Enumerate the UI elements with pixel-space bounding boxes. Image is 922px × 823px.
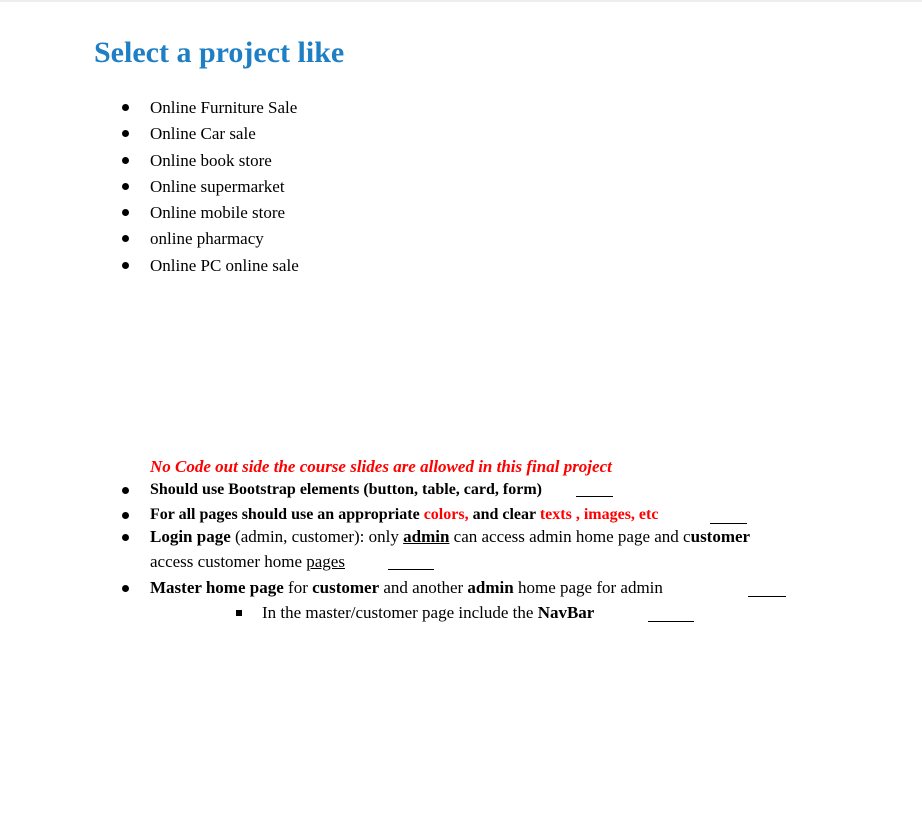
requirement-text: Master home page for customer and another admin home page for admin: [150, 578, 663, 597]
bullet-icon: [122, 104, 129, 111]
requirement-bootstrap: [0, 479, 922, 501]
requirement-master-home: [0, 576, 922, 600]
bullet-icon: [122, 209, 129, 216]
bullet-icon: [122, 512, 129, 519]
page-title: Select a project like: [94, 36, 345, 69]
bullet-icon: [122, 183, 129, 190]
list-item: Online mobile store: [0, 201, 299, 227]
list-item: Online supermarket: [0, 175, 299, 201]
list-item: Online book store: [0, 149, 299, 175]
score-blank: [648, 609, 694, 622]
requirement-text: Login page (admin, customer): only admin can access admin home page and customer: [150, 527, 751, 546]
bullet-icon: [122, 534, 129, 541]
bullet-icon: [122, 262, 129, 269]
list-item: Online Furniture Sale: [0, 96, 299, 122]
top-border: [0, 0, 922, 2]
requirement-text: For all pages should use an appropriate colors, and clear texts , images, etc: [150, 506, 659, 523]
list-item: online pharmacy: [0, 227, 299, 253]
bullet-icon: [122, 130, 129, 137]
list-item: Online PC online sale: [0, 254, 299, 280]
square-bullet-icon: [236, 610, 242, 616]
list-item: Online Car sale: [0, 122, 299, 148]
requirement-design: [0, 504, 922, 526]
score-blank: [388, 557, 434, 570]
bullet-icon: [122, 487, 129, 494]
warning-note: No Code out side the course slides are allowed in this final project: [150, 457, 612, 476]
requirement-navbar: [0, 601, 922, 625]
project-list: [0, 96, 299, 280]
requirement-login: [0, 525, 922, 549]
requirement-text: Should use Bootstrap elements (button, table, card, form): [150, 481, 542, 498]
admin-underlined: admin: [403, 527, 450, 546]
requirement-text: In the master/customer page include the NavBar: [262, 603, 595, 622]
score-blank: [748, 584, 786, 597]
bullet-icon: [122, 235, 129, 242]
bullet-icon: [122, 585, 129, 592]
score-blank: [710, 511, 747, 524]
score-blank: [576, 484, 613, 497]
bullet-icon: [122, 157, 129, 164]
requirement-login-continued: [0, 550, 922, 574]
requirement-text: access customer home pages: [150, 552, 345, 571]
